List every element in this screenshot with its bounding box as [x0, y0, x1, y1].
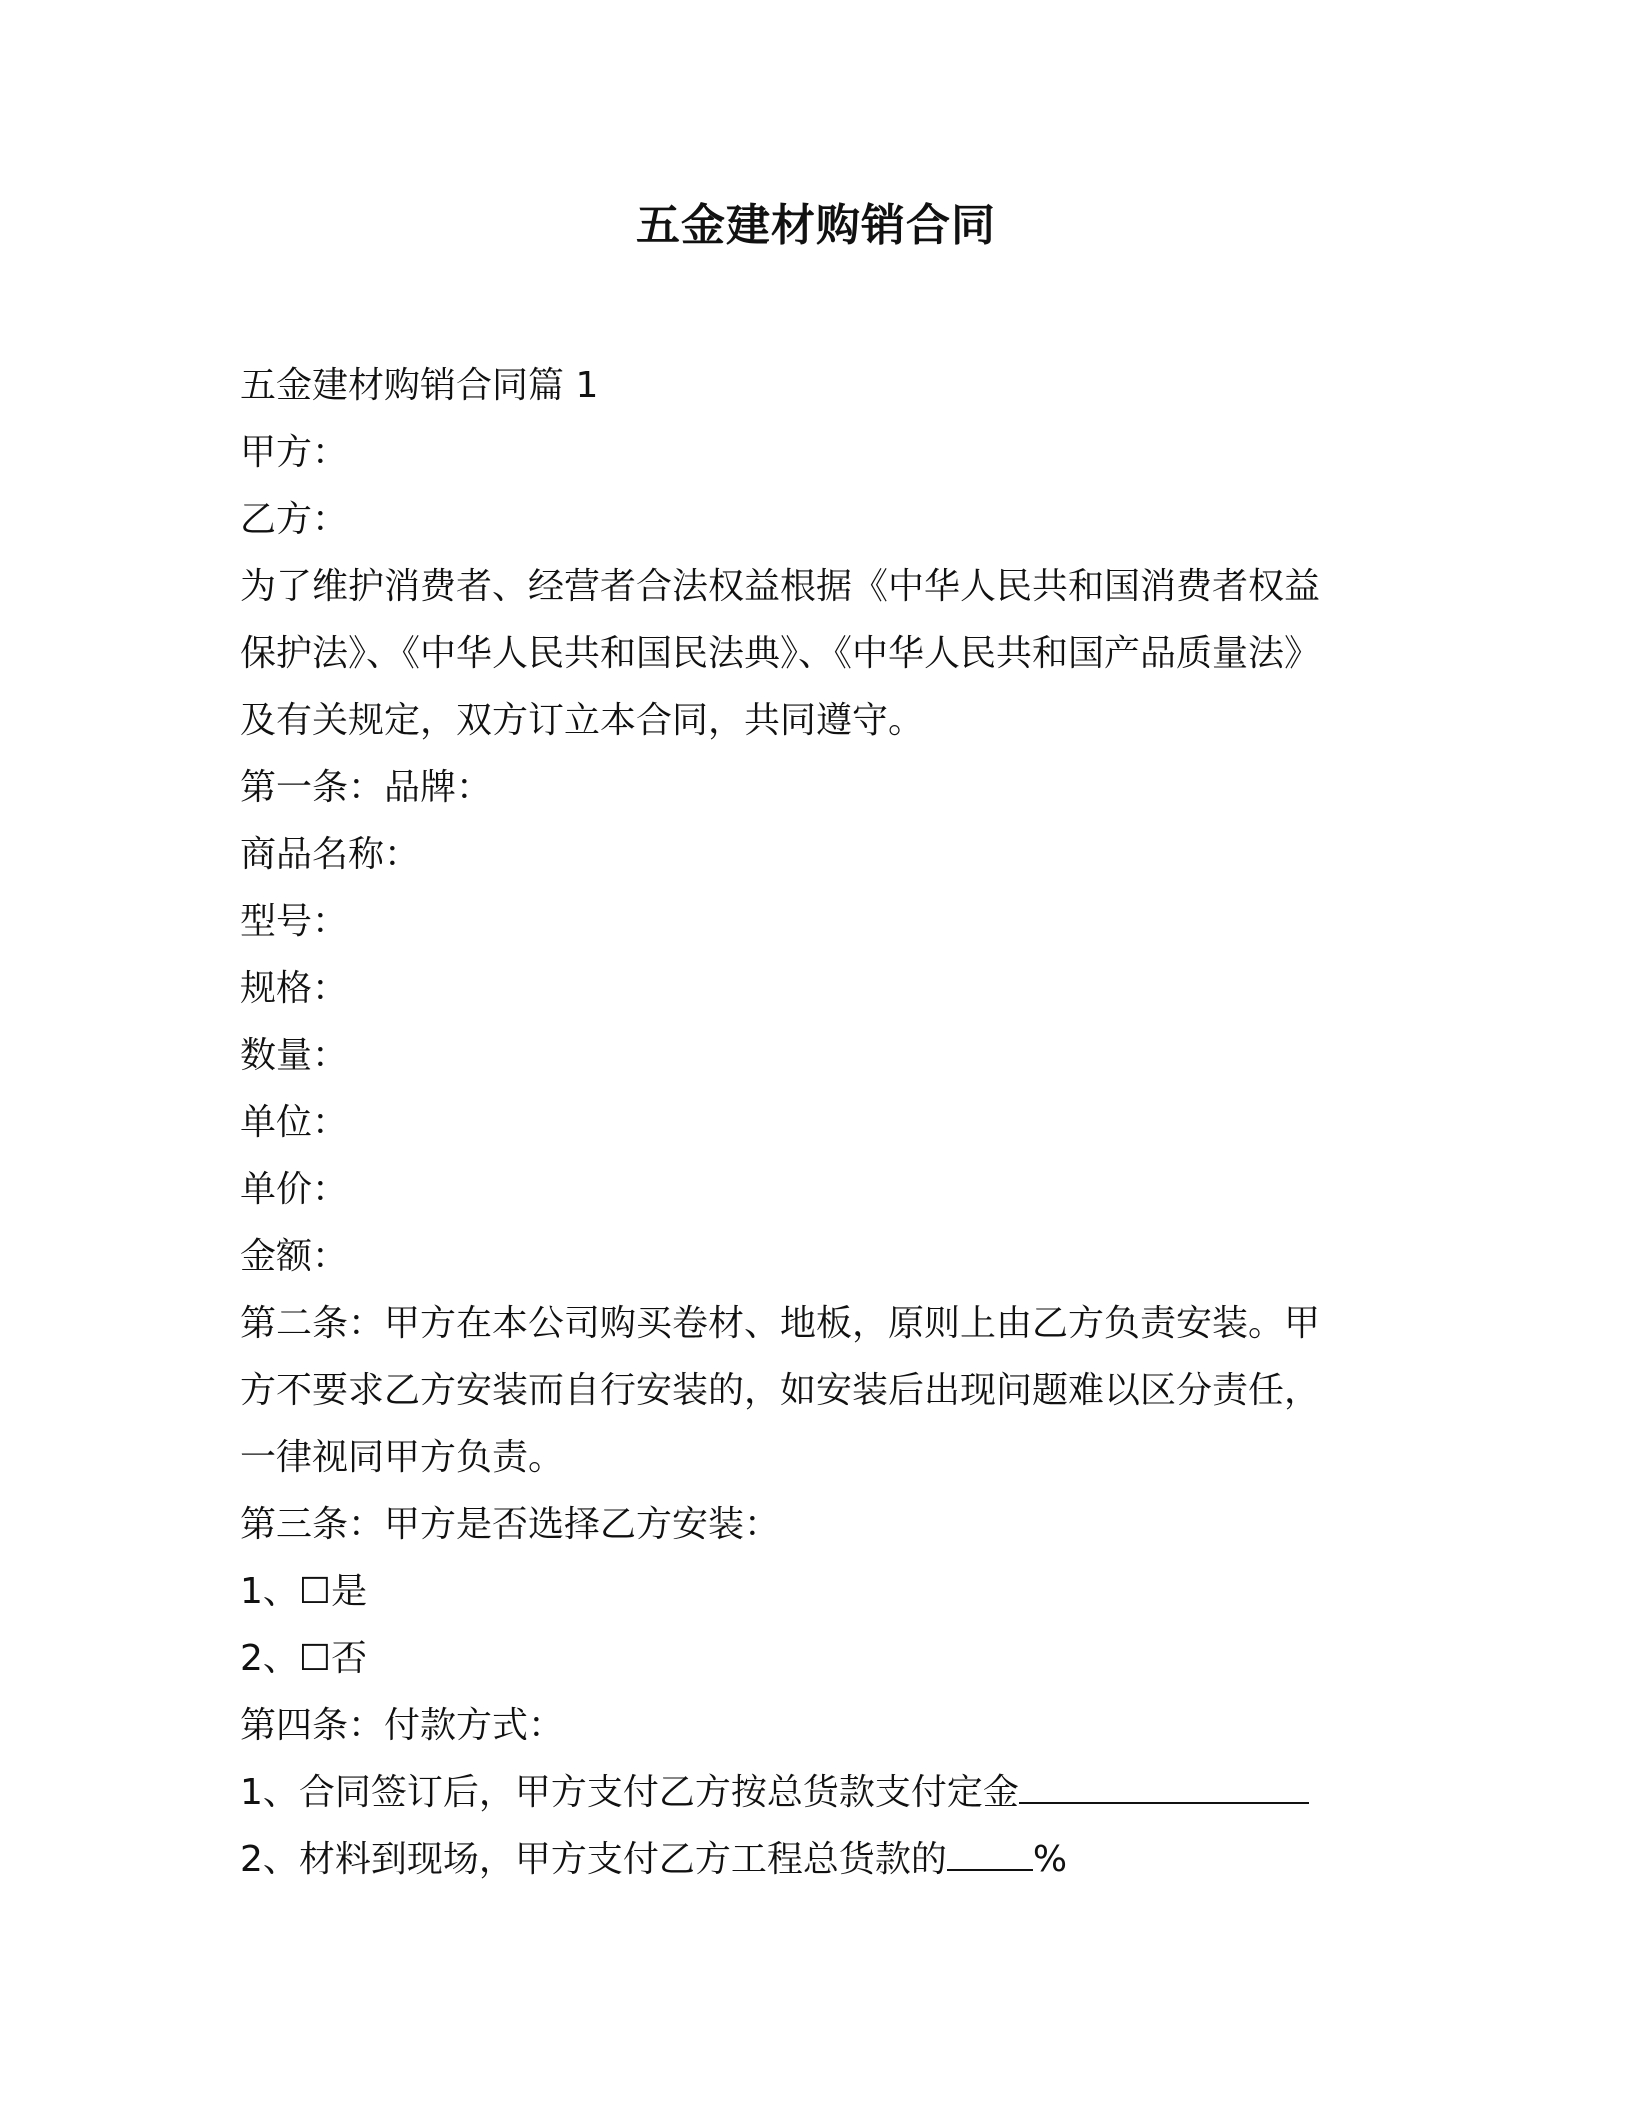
field-product-name: 商品名称： [240, 834, 421, 875]
article1-heading: 第一条：品牌： [240, 767, 493, 808]
article4-heading: 第四条：付款方式： [240, 1705, 565, 1746]
article2-paragraph: 第二条：甲方在本公司购买卷材、地板，原则上由乙方负责安装。甲方不要求乙方安装而自行安装的，如安装后出现问题难以区分责任，一律视同甲方负责。 [240, 1303, 1321, 1478]
party-b-label: 乙方： [240, 499, 349, 540]
payment-item-1-text: 1、合同签订后，甲方支付乙方按总货款支付定金 [240, 1772, 1019, 1813]
field-unit-price: 单价： [240, 1169, 349, 1210]
party-a-label: 甲方： [240, 432, 349, 473]
payment-item-1 [240, 1759, 1355, 1826]
preamble-paragraph: 为了维护消费者、经营者合法权益根据《中华人民共和国消费者权益保护法》、《中华人民共和国民法典》、《中华人民共和国产品质量法》及有关规定，双方订立本合同，共同遵守。 [240, 566, 1321, 741]
percent-sign: % [1032, 1839, 1068, 1880]
field-unit: 单位： [240, 1102, 349, 1143]
payment-item-2-text: 2、材料到现场，甲方支付乙方工程总货款的 [240, 1839, 947, 1880]
field-model: 型号： [240, 901, 349, 942]
payment-item-2 [240, 1826, 1355, 1893]
field-specification: 规格： [240, 968, 349, 1009]
article3-heading: 第三条：甲方是否选择乙方安装： [240, 1504, 781, 1545]
document-body [240, 352, 1355, 1893]
install-option-yes: 1、☐是 [240, 1571, 368, 1612]
field-quantity: 数量： [240, 1035, 349, 1076]
install-option-no: 2、☐否 [240, 1638, 368, 1679]
document-title: 五金建材购销合同 [636, 200, 996, 251]
deposit-blank [1019, 1774, 1309, 1804]
percentage-blank [947, 1841, 1033, 1871]
section-heading: 五金建材购销合同篇 1 [240, 365, 599, 406]
field-amount: 金额： [240, 1236, 349, 1277]
